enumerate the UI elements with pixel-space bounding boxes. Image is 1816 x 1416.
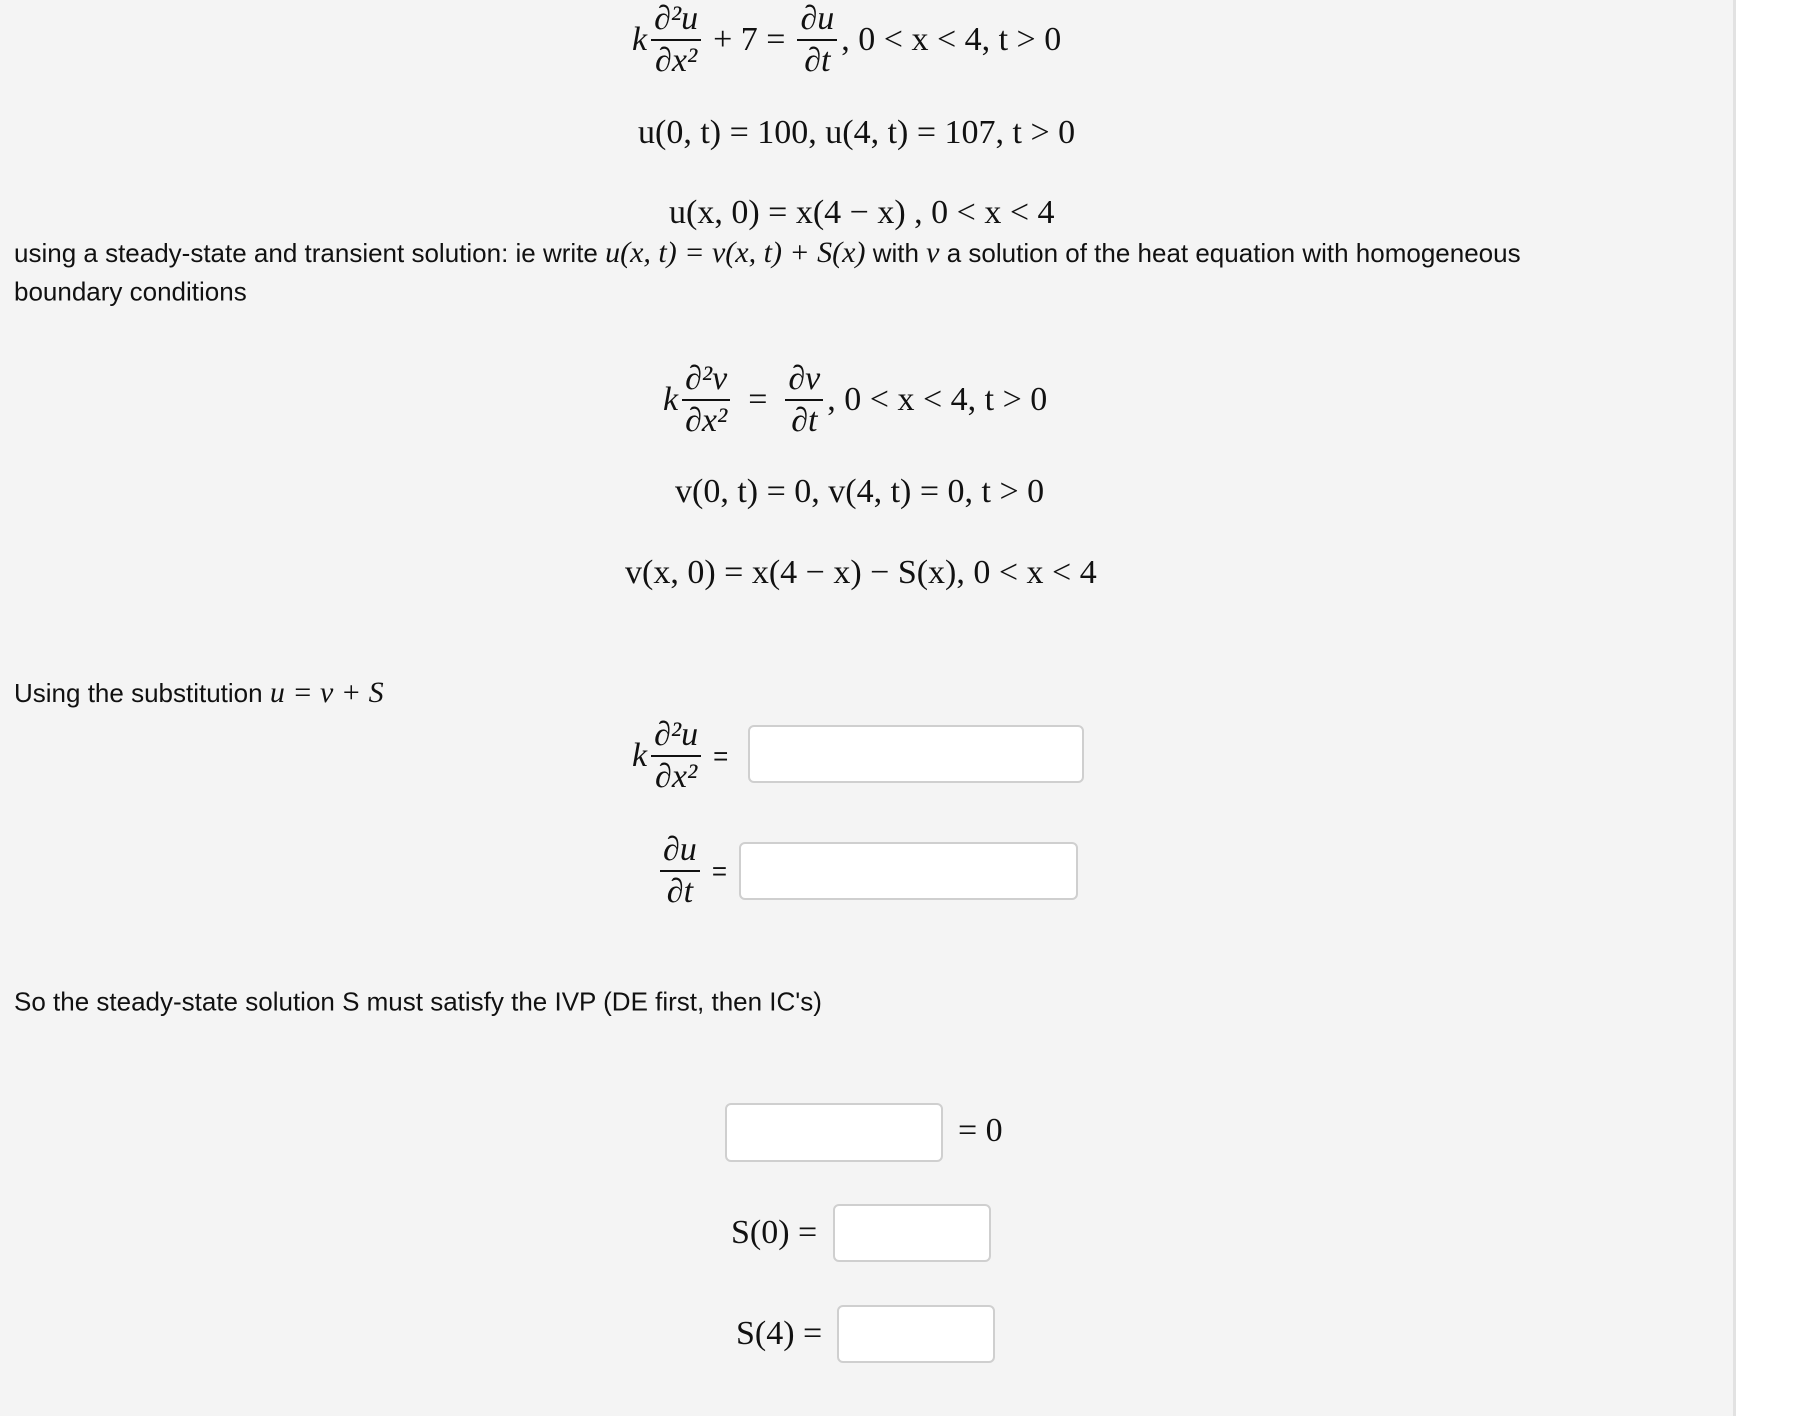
intro-text-line2: boundary conditions bbox=[14, 276, 247, 307]
frac-den: ∂x² bbox=[655, 758, 698, 795]
frac-num: ∂u bbox=[797, 0, 837, 41]
initial-condition bbox=[669, 194, 1055, 232]
frac-den: ∂t bbox=[804, 42, 831, 79]
intro-part: using a steady-state and transient solution: ie write bbox=[14, 238, 606, 268]
v-initial-condition bbox=[625, 554, 1097, 592]
s4-label-text: S(4) = bbox=[736, 1315, 823, 1352]
intro-part: with bbox=[865, 238, 927, 268]
domain: , 0 < x < 4, t > 0 bbox=[841, 21, 1062, 58]
q2-label bbox=[656, 830, 727, 912]
intro-math: u(x, t) = v(x, t) + S(x) bbox=[605, 236, 866, 269]
frac-num: ∂²v bbox=[682, 359, 730, 401]
q1-label bbox=[632, 715, 728, 797]
coef-k: k bbox=[632, 21, 648, 58]
v-boundary-conditions bbox=[675, 473, 1044, 511]
fraction bbox=[785, 359, 823, 441]
frac-num: ∂²u bbox=[651, 0, 701, 41]
v-pde-equation bbox=[663, 359, 1047, 441]
fraction bbox=[660, 830, 700, 912]
k-uxx-input[interactable] bbox=[748, 725, 1084, 783]
frac-den: ∂x² bbox=[655, 42, 698, 79]
frac-num: ∂u bbox=[660, 830, 700, 872]
equals-zero-text: = 0 bbox=[958, 1112, 1003, 1149]
domain: , 0 < x < 4, t > 0 bbox=[827, 381, 1048, 418]
s4-input[interactable] bbox=[837, 1305, 995, 1363]
fraction bbox=[797, 0, 837, 81]
subst-label: Using the substitution bbox=[14, 678, 270, 708]
equals-zero bbox=[958, 1112, 1003, 1150]
vic-text: v(x, 0) = x(4 − x) − S(x), 0 < x < 4 bbox=[625, 554, 1097, 591]
intro-math: v bbox=[926, 236, 940, 269]
plus-seven: + 7 = bbox=[713, 21, 786, 58]
ic-text: u(x, 0) = x(4 − x) , 0 < x < 4 bbox=[669, 194, 1055, 231]
s4-label bbox=[736, 1315, 822, 1353]
fraction bbox=[651, 0, 701, 81]
frac-num: ∂v bbox=[785, 359, 823, 401]
bc-text: u(0, t) = 100, u(4, t) = 107, t > 0 bbox=[638, 114, 1076, 151]
steady-state-text: So the steady-state solution S must satisfy the IVP (DE first, then IC's) bbox=[14, 986, 822, 1017]
frac-den: ∂x² bbox=[685, 402, 728, 439]
coef-k: k bbox=[632, 737, 648, 774]
vbc-text: v(0, t) = 0, v(4, t) = 0, t > 0 bbox=[675, 473, 1045, 510]
subst-math: u = v + S bbox=[269, 676, 384, 709]
steady-de-input[interactable] bbox=[725, 1103, 943, 1162]
equals: = bbox=[711, 855, 727, 886]
fraction bbox=[651, 715, 701, 797]
s0-label bbox=[731, 1214, 817, 1252]
pde-equation bbox=[632, 0, 1061, 81]
s0-input[interactable] bbox=[833, 1204, 991, 1262]
substitution-text bbox=[14, 676, 384, 710]
frac-den: ∂t bbox=[791, 402, 818, 439]
frac-num: ∂²u bbox=[651, 715, 701, 757]
boundary-conditions bbox=[638, 114, 1075, 152]
intro-text bbox=[14, 236, 1521, 270]
intro-part: a solution of the heat equation with homogeneous bbox=[939, 238, 1521, 268]
equals: = bbox=[713, 740, 729, 771]
ut-input[interactable] bbox=[739, 842, 1078, 900]
fraction bbox=[682, 359, 730, 441]
s0-label-text: S(0) = bbox=[731, 1214, 818, 1251]
frac-den: ∂t bbox=[666, 873, 694, 910]
coef-k: k bbox=[663, 381, 679, 418]
equals: = bbox=[748, 381, 768, 418]
